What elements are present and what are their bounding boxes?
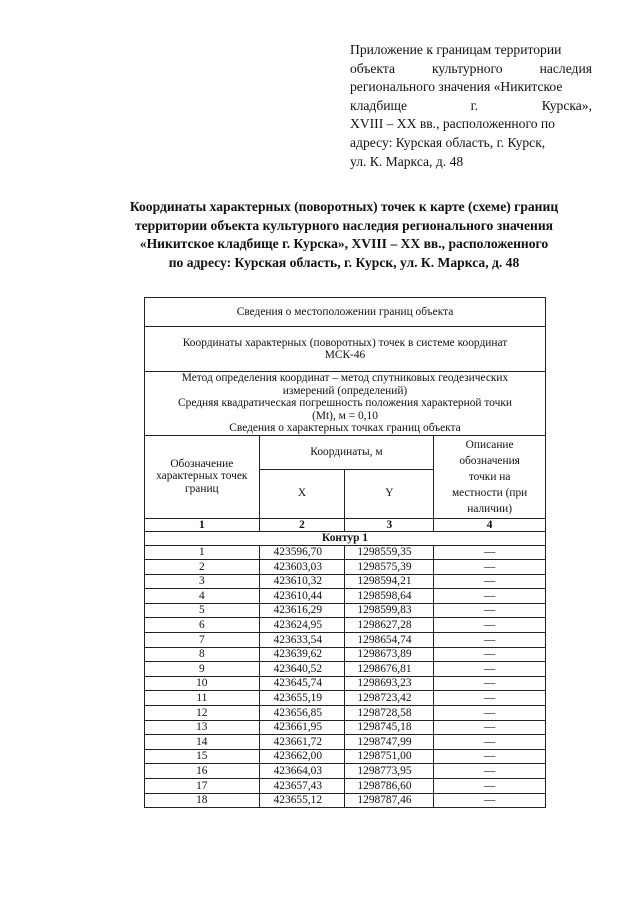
table-row xyxy=(145,545,546,560)
table-row xyxy=(145,618,546,633)
point-number-cell: 13 xyxy=(145,720,260,735)
coordinates-table xyxy=(144,297,546,808)
document-title xyxy=(104,198,584,272)
appendix-line: кладбище г. Курска», xyxy=(350,97,592,113)
x-coordinate-cell: 423610,32 xyxy=(259,574,345,589)
table-method-info xyxy=(145,372,546,436)
y-coordinate-cell: 1298599,83 xyxy=(345,603,434,618)
title-line: Координаты характерных (поворотных) точек к карте (схеме) границ xyxy=(129,199,559,214)
contour-label: Контур 1 xyxy=(145,532,546,546)
table-row xyxy=(145,749,546,764)
y-coordinate-cell: 1298723,42 xyxy=(345,691,434,706)
x-coordinate-cell: 423662,00 xyxy=(259,749,345,764)
appendix-line: XVIII – XX вв., расположенного по xyxy=(350,116,555,132)
y-coordinate-cell: 1298676,81 xyxy=(345,662,434,677)
method-line: Метод определения координат – метод спутниковых геодезических xyxy=(181,372,509,384)
appendix-line: Приложение к границам территории xyxy=(350,42,562,57)
col-number: 1 xyxy=(145,518,260,532)
description-cell: — xyxy=(434,633,546,648)
x-coordinate-cell: 423657,43 xyxy=(259,779,345,794)
table-row xyxy=(145,720,546,735)
y-coordinate-cell: 1298751,00 xyxy=(345,749,434,764)
table-row xyxy=(145,633,546,648)
table-row xyxy=(145,676,546,691)
description-cell: — xyxy=(434,706,546,721)
description-cell: — xyxy=(434,793,546,808)
point-number-cell: 10 xyxy=(145,676,260,691)
appendix-line: объекта культурного наследия xyxy=(350,60,592,76)
table-row xyxy=(145,691,546,706)
x-coordinate-cell: 423633,54 xyxy=(259,633,345,648)
description-cell: — xyxy=(434,647,546,662)
description-cell: — xyxy=(434,720,546,735)
description-cell: — xyxy=(434,560,546,575)
point-number-cell: 8 xyxy=(145,647,260,662)
x-coordinate-cell: 423655,12 xyxy=(259,793,345,808)
col-number: 4 xyxy=(434,518,546,532)
point-number-cell: 16 xyxy=(145,764,260,779)
y-coordinate-cell: 1298786,60 xyxy=(345,779,434,794)
point-number-cell: 15 xyxy=(145,749,260,764)
table-row xyxy=(145,647,546,662)
table-row xyxy=(145,574,546,589)
point-number-cell: 1 xyxy=(145,545,260,560)
table-info-header: Сведения о местоположении границ объекта xyxy=(145,298,546,327)
point-number-cell: 18 xyxy=(145,793,260,808)
col-header-description: Описание обозначения точки на местности (при наличии) xyxy=(434,435,546,518)
description-cell: — xyxy=(434,735,546,750)
col-header-designation: Обозначение характерных точек границ xyxy=(145,435,260,518)
y-coordinate-cell: 1298594,21 xyxy=(345,574,434,589)
table-row xyxy=(145,560,546,575)
x-coordinate-cell: 423596,70 xyxy=(259,545,345,560)
point-number-cell: 5 xyxy=(145,603,260,618)
x-coordinate-cell: 423610,44 xyxy=(259,589,345,604)
x-coordinate-cell: 423656,85 xyxy=(259,706,345,721)
y-coordinate-cell: 1298673,89 xyxy=(345,647,434,662)
description-cell: — xyxy=(434,545,546,560)
description-cell: — xyxy=(434,676,546,691)
x-coordinate-cell: 423616,29 xyxy=(259,603,345,618)
table-coord-system: Координаты характерных (поворотных) точек в системе координат МСК-46 xyxy=(145,327,546,372)
point-number-cell: 2 xyxy=(145,560,260,575)
x-coordinate-cell: 423624,95 xyxy=(259,618,345,633)
y-coordinate-cell: 1298627,28 xyxy=(345,618,434,633)
col-number: 3 xyxy=(345,518,434,532)
method-line: (Mt), м = 0,10 xyxy=(312,409,378,422)
table-row xyxy=(145,764,546,779)
col-header-coords: Координаты, м xyxy=(259,435,434,469)
y-coordinate-cell: 1298728,58 xyxy=(345,706,434,721)
description-cell: — xyxy=(434,662,546,677)
x-coordinate-cell: 423661,72 xyxy=(259,735,345,750)
y-coordinate-cell: 1298773,95 xyxy=(345,764,434,779)
x-coordinate-cell: 423664,03 xyxy=(259,764,345,779)
point-number-cell: 17 xyxy=(145,779,260,794)
appendix-note xyxy=(350,41,592,171)
description-cell: — xyxy=(434,764,546,779)
description-cell: — xyxy=(434,618,546,633)
method-line: измерений (определений) xyxy=(282,384,408,397)
point-number-cell: 9 xyxy=(145,662,260,677)
x-coordinate-cell: 423639,62 xyxy=(259,647,345,662)
description-cell: — xyxy=(434,589,546,604)
table-row xyxy=(145,589,546,604)
table-row xyxy=(145,735,546,750)
y-coordinate-cell: 1298559,35 xyxy=(345,545,434,560)
appendix-line: адресу: Курская область, г. Курск, xyxy=(350,134,546,150)
table-row xyxy=(145,662,546,677)
description-cell: — xyxy=(434,574,546,589)
method-line: Средняя квадратическая погрешность положения характерной точки xyxy=(178,397,512,409)
point-number-cell: 14 xyxy=(145,735,260,750)
x-coordinate-cell: 423645,74 xyxy=(259,676,345,691)
appendix-line: регионального значения «Никитское xyxy=(350,79,563,95)
y-coordinate-cell: 1298787,46 xyxy=(345,793,434,808)
description-cell: — xyxy=(434,749,546,764)
description-cell: — xyxy=(434,779,546,794)
point-number-cell: 12 xyxy=(145,706,260,721)
table-row xyxy=(145,706,546,721)
col-header-y: Y xyxy=(345,469,434,518)
y-coordinate-cell: 1298575,39 xyxy=(345,560,434,575)
y-coordinate-cell: 1298693,23 xyxy=(345,676,434,691)
y-coordinate-cell: 1298598,64 xyxy=(345,589,434,604)
y-coordinate-cell: 1298747,99 xyxy=(345,735,434,750)
title-line: по адресу: Курская область, г. Курск, ул. К. Маркса, д. 48 xyxy=(168,254,520,270)
table-row xyxy=(145,603,546,618)
point-number-cell: 11 xyxy=(145,691,260,706)
title-line: «Никитское кладбище г. Курска», XVIII – XX вв., расположенного xyxy=(139,236,549,252)
point-number-cell: 4 xyxy=(145,589,260,604)
appendix-line: ул. К. Маркса, д. 48 xyxy=(350,153,464,169)
x-coordinate-cell: 423640,52 xyxy=(259,662,345,677)
description-cell: — xyxy=(434,691,546,706)
table-row xyxy=(145,779,546,794)
point-number-cell: 3 xyxy=(145,574,260,589)
description-cell: — xyxy=(434,603,546,618)
x-coordinate-cell: 423661,95 xyxy=(259,720,345,735)
y-coordinate-cell: 1298745,18 xyxy=(345,720,434,735)
col-header-x: X xyxy=(259,469,345,518)
y-coordinate-cell: 1298654,74 xyxy=(345,633,434,648)
point-number-cell: 6 xyxy=(145,618,260,633)
method-line: Сведения о характерных точках границ объекта xyxy=(229,422,461,434)
point-number-cell: 7 xyxy=(145,633,260,648)
title-line: территории объекта культурного наследия регионального значения xyxy=(134,217,554,233)
table-row xyxy=(145,793,546,808)
x-coordinate-cell: 423655,19 xyxy=(259,691,345,706)
col-number: 2 xyxy=(259,518,345,532)
x-coordinate-cell: 423603,03 xyxy=(259,560,345,575)
